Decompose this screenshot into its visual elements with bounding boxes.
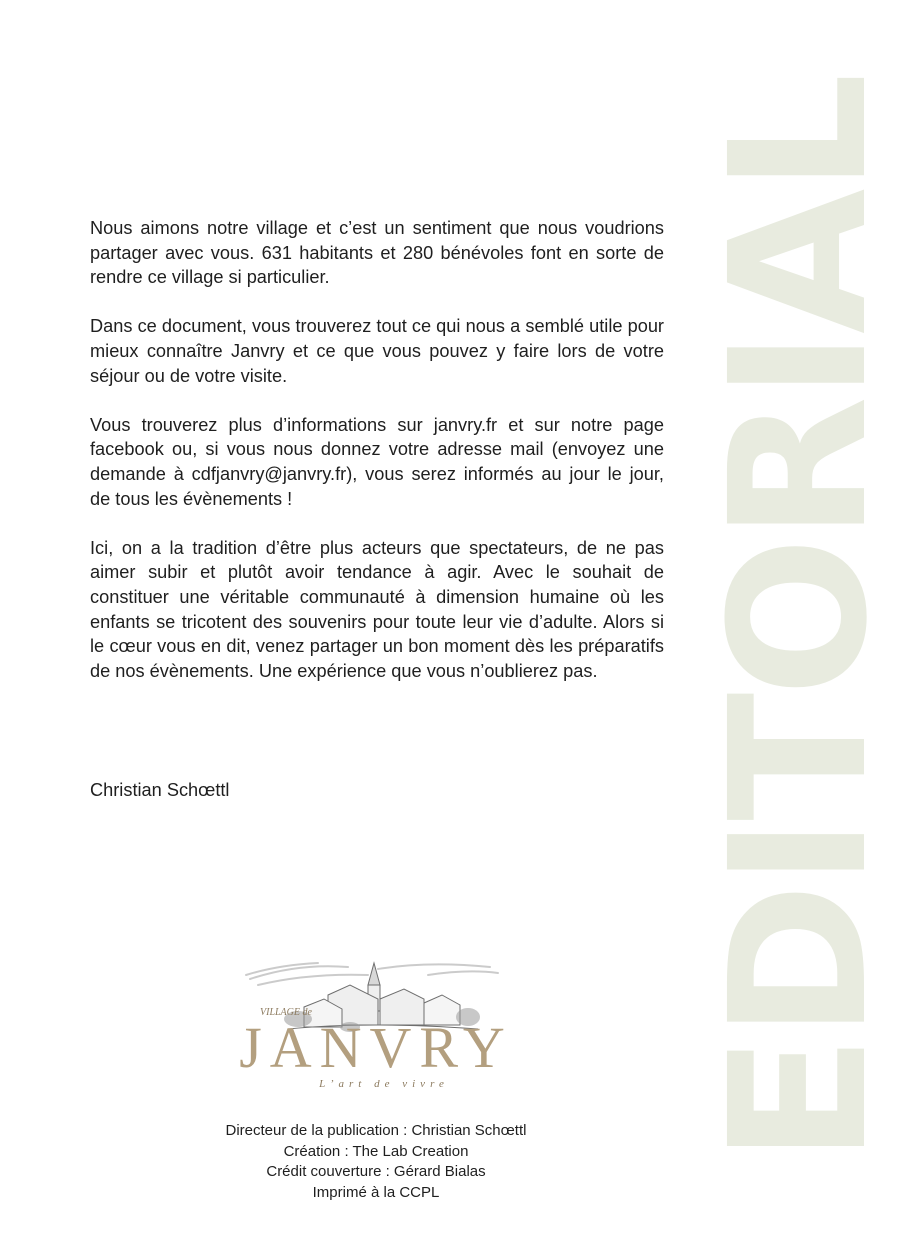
paragraph-tradition: Ici, on a la tradition d’être plus acteurs que spectateurs, de ne pas aimer subir et plutôt avoir tendance à agir. Avec le souhait de constituer une véritable communauté à dimension humaine où les enfants se tricotent des souvenirs pour toute leur vie d’adulte. Alors si le cœur vous en dit, venez partager un bon moment dès les préparatifs de nos évènements. Une expérience que vous n’oublierez pas.: [90, 537, 664, 681]
editorial-side-title: EDITORIAL: [690, 76, 909, 1164]
credit-cover: Crédit couverture : Gérard Bialas: [266, 1163, 486, 1180]
credit-printer: Imprimé à la CCPL: [312, 1183, 440, 1201]
logo-name: JANVRY: [239, 1015, 513, 1080]
credit-director: Directeur de la publication : Christian Schœttl: [225, 1122, 527, 1139]
logo-prefix: VILLAGE de: [260, 1007, 312, 1018]
janvry-logo: [228, 955, 524, 1095]
editorial-body: [90, 216, 664, 708]
signature: Christian Schœttl: [90, 780, 230, 800]
paragraph-intro: Nous aimons notre village et c’est un sentiment que nous voudrions partager avec vous. 631 habitants et 280 bénévoles font en sorte de rendre ce village si particulier.: [90, 218, 664, 288]
credit-creation: Création : The Lab Creation: [283, 1142, 469, 1160]
publication-credits: [176, 1121, 576, 1203]
logo-tagline: L’art de vivre: [319, 1078, 449, 1090]
paragraph-information: Vous trouverez plus d’informations sur janvry.fr et sur notre page facebook ou, si vous nous donnez votre adresse mail (envoyez une demande à cdfjanvry@janvry.fr), vous serez informés au jour le jour, de tous les évènements !: [90, 414, 664, 509]
paragraph-document: Dans ce document, vous trouverez tout ce qui nous a semblé utile pour mieux connaître Janvry et ce que vous pouvez y faire lors de votre séjour ou de votre visite.: [90, 316, 664, 386]
